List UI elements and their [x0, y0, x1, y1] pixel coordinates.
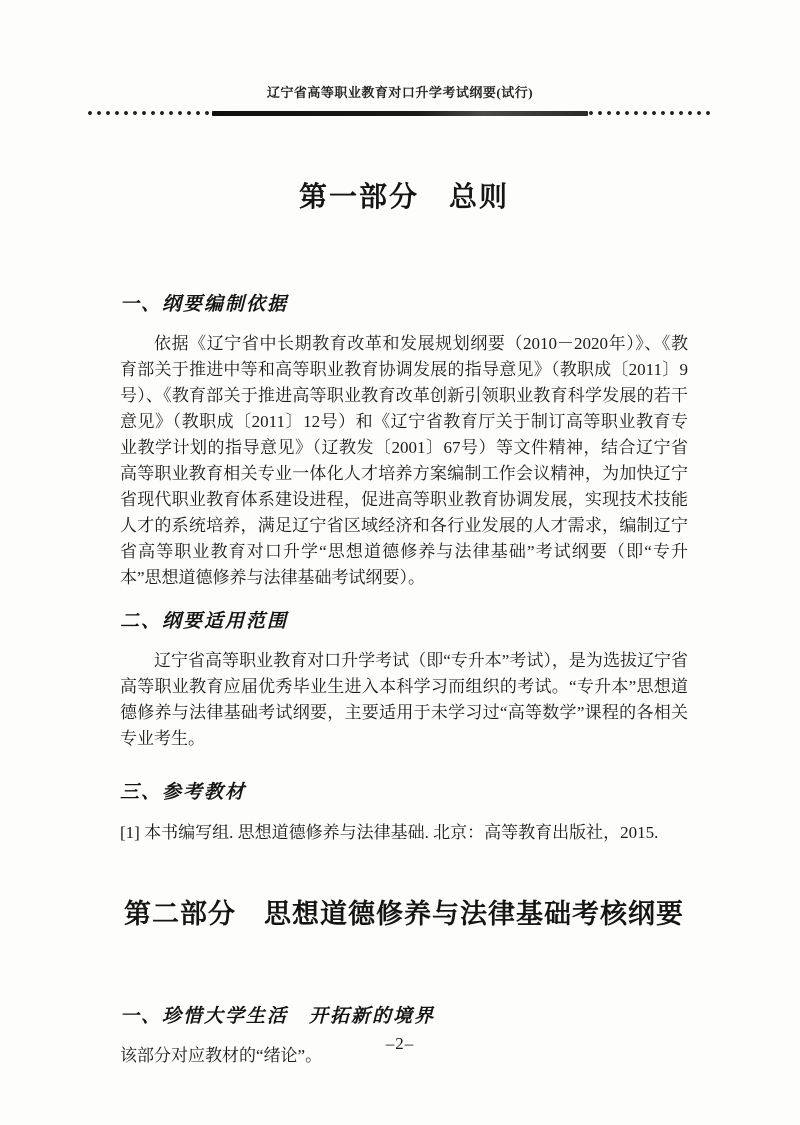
paragraph-chapter1: 该部分对应教材的“绪论”。 — [120, 1046, 323, 1065]
part1-title: 第一部分 总则 — [298, 182, 509, 213]
paragraph-scope: 辽宁省高等职业教育对口升学考试（即“专升本”考试），是为选拔辽宁省高等职业教育应届优秀毕业生进入本科学习而组织的考试。“专升本”思想道德修养与法律基础考试纲要，主要适用于未学习过“高等数学”课程的各相关专业考生。 — [120, 651, 688, 748]
paragraph-basis: 依据《辽宁省中长期教育改革和发展规划纲要（2010－2020年）》、《教育部关于推进中等和高等职业教育协调发展的指导意见》（教职成〔2011〕9号）、《教育部关于推进高等职业教育改革创新引领职业教育科学发展的若干意见》（教职成〔2011〕12号）和《辽宁省教育厅关于制订高等职业教育专业教学计划的指导意见》（辽教发〔2001〕67号）等文件精神，结合辽宁省高等职业教育相关专业一体化人才培养方案编制工作会议精神，为加快辽宁省现代职业教育体系建设进程，促进高等职业教育协调发展，实现技术技能人才的系统培养，满足辽宁省区域经济和各行业发展的人才需求，编制辽宁省高等职业教育对口升学“思想道德修养与法律基础”考试纲要（即“专升本”思想道德修养与法律基础考试纲要）。 — [120, 334, 688, 587]
header-divider — [87, 110, 713, 116]
divider-dots-left — [87, 110, 212, 116]
reference-item: [1] 本书编写组. 思想道德修养与法律基础. 北京：高等教育出版社，2015. — [120, 823, 659, 842]
section-heading-textbook: 三、参考教材 — [120, 782, 247, 803]
section-heading-scope: 二、纲要适用范围 — [120, 611, 289, 632]
page-number: –2– — [385, 1034, 415, 1053]
running-head: 辽宁省高等职业教育对口升学考试纲要(试行) — [266, 85, 534, 100]
part2-title: 第二部分 思想道德修养与法律基础考核纲要 — [124, 899, 684, 929]
page-content — [0, 180, 800, 1069]
divider-dots-right — [588, 110, 713, 116]
section-heading-chapter1: 一、珍惜大学生活 开拓新的境界 — [120, 1006, 436, 1027]
section-heading-basis: 一、纲要编制依据 — [120, 294, 289, 315]
divider-bar — [212, 111, 588, 116]
